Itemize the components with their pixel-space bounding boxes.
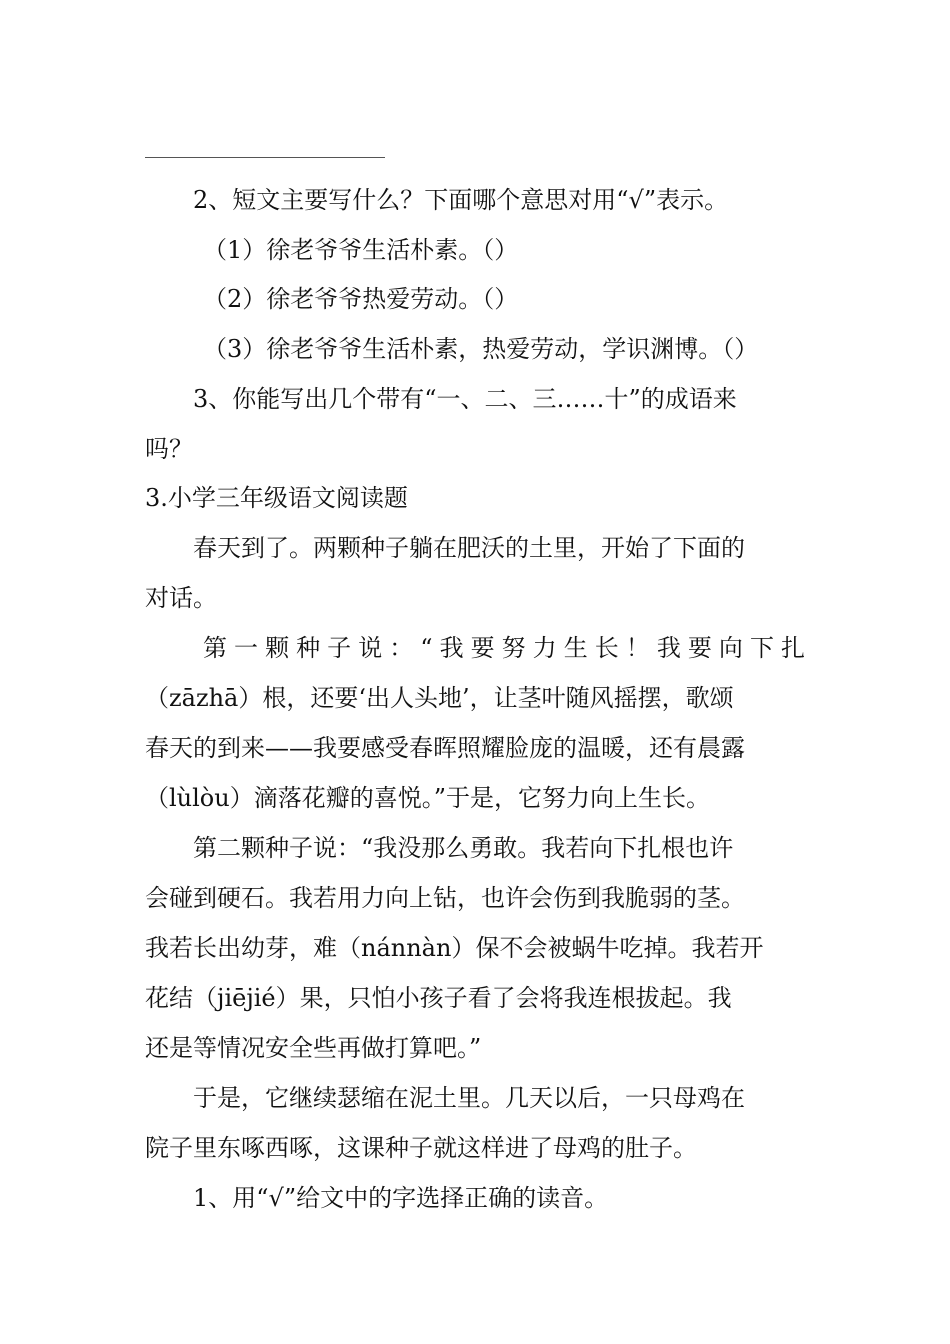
- section-heading: 3.小学三年级语文阅读题: [145, 484, 408, 512]
- passage-p2-line-3: 春天的到来——我要感受春晖照耀脸庞的温暖，还有晨露: [145, 734, 745, 762]
- passage-p1-line-1: 春天到了。两颗种子躺在肥沃的土里，开始了下面的: [193, 534, 745, 562]
- passage-p3-line-3: 我若长出幼芽，难（nánnàn）保不会被蜗牛吃掉。我若开: [145, 934, 764, 962]
- option-3-text: （3）徐老爷爷生活朴素，热爱劳动，学识渊博。（）: [203, 335, 759, 363]
- passage-p2-line-1: 第一颗种子说：“我要努力生长！我要向下扎: [203, 634, 805, 662]
- separator-line: [145, 157, 385, 158]
- question-3-line-2: 吗？: [145, 435, 193, 463]
- question-3-line-1: 3、你能写出几个带有“一、二、三……十”的成语来: [193, 385, 737, 413]
- passage-p4-line-1: 于是，它继续瑟缩在泥土里。几天以后，一只母鸡在: [193, 1084, 745, 1112]
- passage-p2-line-2: （zāzhā）根，还要‘出人头地’，让茎叶随风摇摆，歌颂: [145, 684, 734, 712]
- option-2-text: （2）徐老爷爷热爱劳动。（）: [203, 285, 519, 313]
- question-2-text: 2、短文主要写什么？下面哪个意思对用“√”表示。: [193, 186, 729, 214]
- passage-p3-line-5: 还是等情况安全些再做打算吧。”: [145, 1034, 482, 1062]
- passage-p3-line-2: 会碰到硬石。我若用力向上钻，也许会伤到我脆弱的茎。: [145, 884, 745, 912]
- passage-p1-line-2: 对话。: [145, 584, 217, 612]
- option-1-text: （1）徐老爷爷生活朴素。（）: [203, 236, 519, 264]
- question-1-text: 1、用“√”给文中的字选择正确的读音。: [193, 1184, 609, 1212]
- passage-p3-line-1: 第二颗种子说：“我没那么勇敢。我若向下扎根也许: [193, 834, 734, 862]
- passage-p4-line-2: 院子里东啄西啄，这课种子就这样进了母鸡的肚子。: [145, 1134, 697, 1162]
- passage-p3-line-4: 花结（jiējié）果，只怕小孩子看了会将我连根拔起。我: [145, 984, 732, 1012]
- passage-p2-line-4: （lùlòu）滴落花瓣的喜悦。”于是，它努力向上生长。: [145, 784, 710, 812]
